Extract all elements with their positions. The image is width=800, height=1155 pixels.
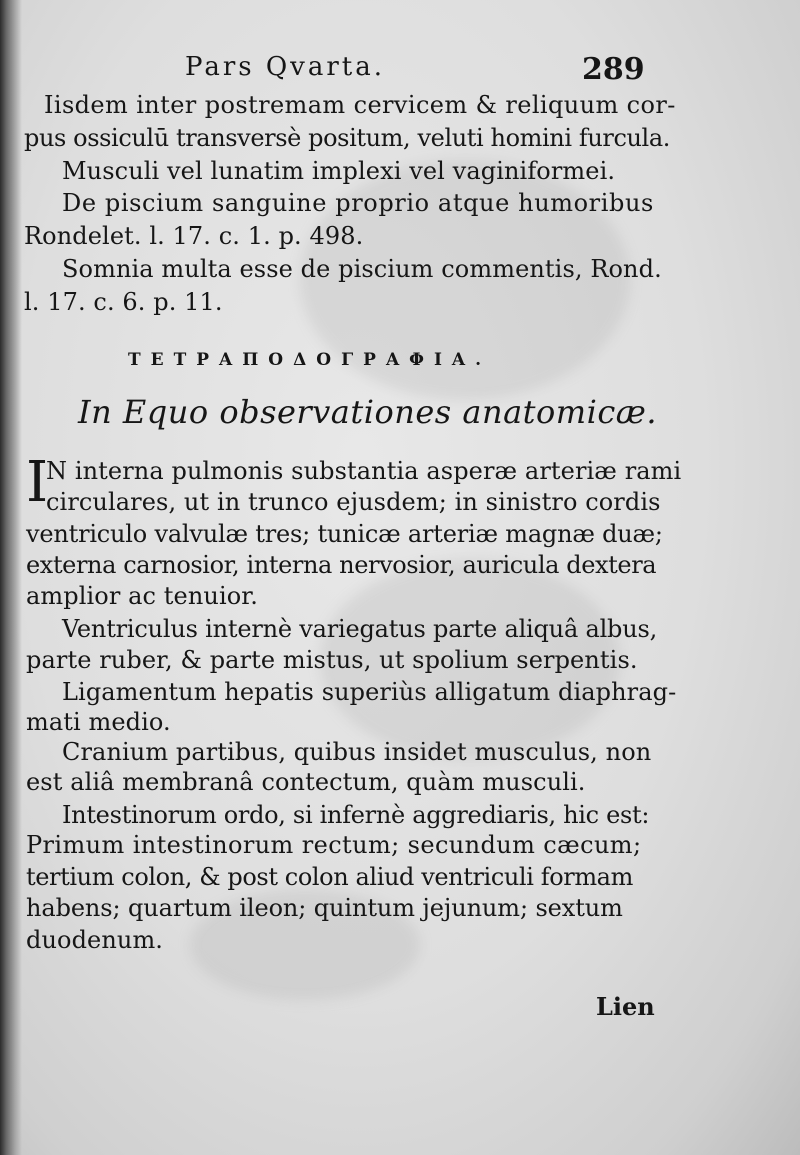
text-line: Musculi vel lunatim implexi vel vaginiformei. — [62, 157, 616, 185]
text-line: mati medio. — [26, 708, 171, 736]
text-line: habens; quartum ileon; quintum jejunum; sextum — [26, 894, 623, 922]
text-line: est aliâ membranâ contectum, quàm musculi. — [26, 768, 586, 796]
text-line: ventriculo valvulæ tres; tunicæ arteriæ magnæ duæ; — [26, 520, 663, 548]
text-line: Iisdem inter postremam cervicem & reliquum cor- — [44, 91, 676, 119]
binding-gutter — [0, 0, 22, 1155]
text-line: tertium colon, & post colon aliud ventriculi formam — [26, 863, 633, 891]
text-line: externa carnosior, interna nervosior, auricula dextera — [26, 551, 657, 579]
page-number: 289 — [582, 52, 645, 87]
text-line: circulares, ut in trunco ejusdem; in sinistro cordis — [46, 488, 661, 516]
text-line: parte ruber, & parte mistus, ut spolium serpentis. — [26, 646, 638, 674]
text-line: amplior ac tenuior. — [26, 582, 258, 610]
text-line: Primum intestinorum rectum; secundum cæcum; — [26, 831, 642, 859]
text-line: Cranium partibus, quibus insidet musculus, non — [62, 738, 652, 766]
text-line: Somnia multa esse de piscium commentis, Rond. — [62, 255, 662, 283]
greek-heading: ΤΕΤΡΑΠΟΔΟΓΡΑΦΙΑ. — [128, 350, 492, 370]
catchword: Lien — [596, 992, 655, 1021]
section-title: In Equo observationes anatomicæ. — [78, 393, 658, 431]
text-line: Ligamentum hepatis superiùs alligatum diaphrag- — [62, 678, 677, 706]
text-line: pus ossiculū transversè positum, veluti homini furcula. — [24, 124, 670, 152]
text-line: N interna pulmonis substantia asperæ arteriæ rami — [46, 457, 682, 485]
running-title: Pars Qvarta. — [185, 52, 386, 82]
text-line: Ventriculus internè variegatus parte aliquâ albus, — [62, 615, 658, 643]
drop-cap: I — [26, 450, 49, 515]
text-line: Intestinorum ordo, si infernè aggrediaris, hic est: — [62, 801, 650, 829]
text-line: Rondelet. l. 17. c. 1. p. 498. — [24, 222, 364, 250]
text-line: l. 17. c. 6. p. 11. — [24, 288, 223, 316]
text-line: De piscium sanguine proprio atque humoribus — [62, 189, 654, 217]
text-line: duodenum. — [26, 926, 164, 954]
